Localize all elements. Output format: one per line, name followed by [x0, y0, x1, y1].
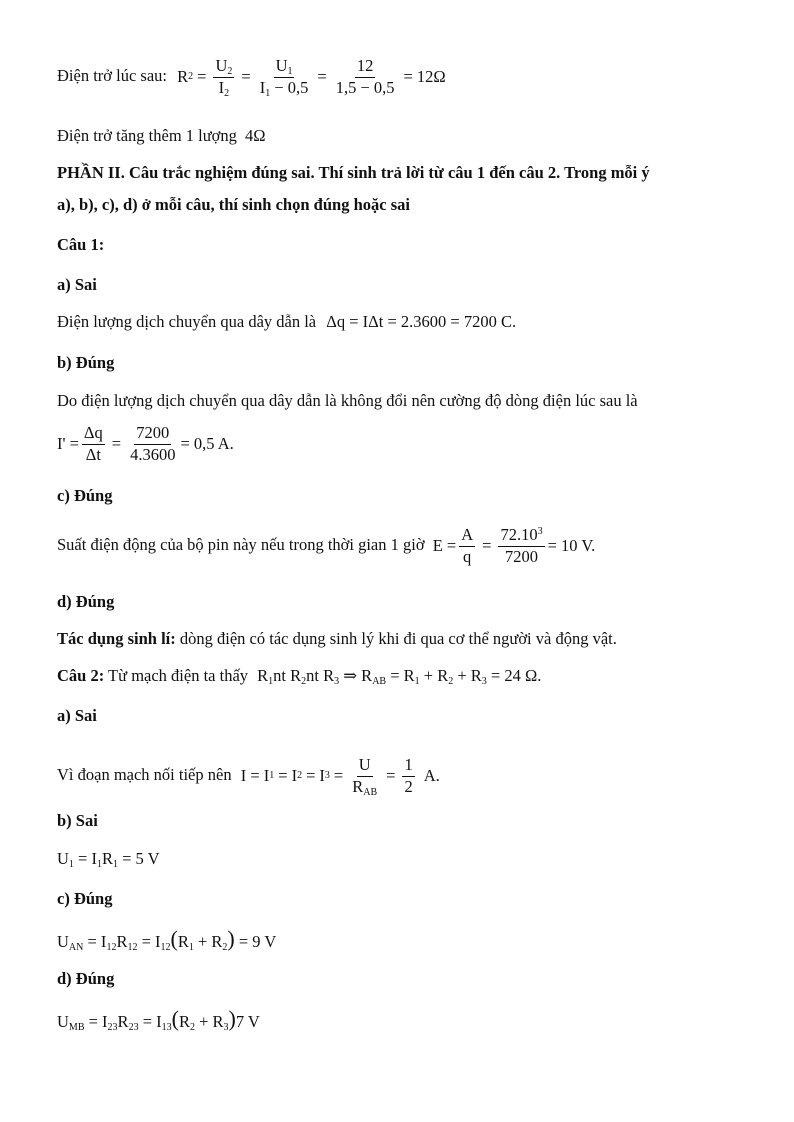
answer-2b-equation: $U_1 = I_1R_1 = 5$ V	[57, 849, 160, 870]
fraction: $\frac{7200}{4.3600}$	[130, 423, 176, 464]
question-2-line	[57, 668, 541, 685]
resistance-increase-value: 4Ω	[245, 126, 266, 145]
question-2-equation: $R_1nt$ $R_2nt$ $R_3$ ⇒ $R_{AB} = R_1 + R_2 + R_3 = 24$ Ω.	[257, 666, 542, 687]
resistance-increase-line	[57, 128, 266, 145]
answer-2d-label: d) Đúng	[57, 969, 115, 988]
answer-1a-equation: Δq = IΔt = 2.3600 = 7200 C.	[326, 312, 517, 331]
section-title-line-1: PHẦN II. Câu trắc nghiệm đúng sai. Thí sinh trả lời từ câu 1 đến câu 2. Trong mỗi ý	[57, 163, 650, 182]
resistance-increase-text: Điện trở tăng thêm 1 lượng	[57, 126, 237, 145]
physiological-effect-label: Tác dụng sinh lí:	[57, 629, 176, 648]
answer-1a-label: a) Sai	[57, 275, 97, 294]
answer-1a-text: Điện lượng dịch chuyển qua dây dẫn là	[57, 312, 317, 331]
question-2-text: Từ mạch điện ta thấy	[104, 666, 249, 685]
physiological-effect-text: dòng điện có tác dụng sinh lý khi đi qua cơ thể người và động vật.	[175, 629, 617, 648]
answer-2a-equation: I = I 1 = I 2 = I 3 = $\frac{U}{R_{AB}}$ = $\frac{1}{2}$ A.	[240, 755, 440, 798]
answer-2a-text: Vì đoạn mạch nối tiếp nên	[57, 764, 232, 784]
fraction: $\frac{U_1}{I_1 - 0,5}$	[259, 56, 309, 99]
answer-1b-explanation: Do điện lượng dịch chuyển qua dây dẫn là không đổi nên cường độ dòng điện lúc sau là	[57, 391, 638, 410]
answer-2d-equation: $U_{MB} = I_{23}R_{23} = I_{13}(R_2 + R_3)7$ V	[57, 1006, 260, 1033]
answer-2c-equation: $U_{AN} = I_{12}R_{12} = I_{12}(R_1 + R_2) = 9$ V	[57, 926, 277, 953]
answer-1d-label: d) Đúng	[57, 592, 115, 611]
answer-2a-label: a) Sai	[57, 706, 97, 725]
fraction: $\frac{1}{2}$	[404, 755, 413, 796]
answer-1b-equation: I' = $\frac{\Delta q}{\Delta t}$ = $\frac{7200}{4.3600}$ = 0,5 A.	[57, 423, 234, 464]
resistance-after-line	[57, 56, 446, 99]
fraction: $\frac{U}{R_{AB}}$	[352, 755, 378, 798]
fraction: $\frac{\Delta q}{\Delta t}$	[83, 423, 103, 464]
answer-1c-explanation	[57, 527, 595, 565]
answer-2a-explanation	[57, 755, 440, 798]
answer-1a-explanation	[57, 314, 516, 331]
fraction: $\frac{12}{1,5 - 0,5}$	[335, 56, 395, 97]
answer-2b-label: b) Sai	[57, 811, 98, 830]
answer-2c-label: c) Đúng	[57, 889, 113, 908]
fraction: $\frac{U_2}{I_2}$	[215, 56, 233, 99]
fraction: $\frac{A}{q}$	[461, 525, 474, 566]
answer-1b-label: b) Đúng	[57, 353, 115, 372]
resistance-after-equation: R 2 = $\frac{U_2}{I_2}$ = $\frac{U_1}{I_1 - 0,5}$ = $\frac{12}{1,5 - 0,5}$ = 12Ω	[177, 56, 446, 99]
answer-1c-equation: E = $\frac{A}{q}$ = $\frac{72.10^3}{7200}$ = 10 V.	[432, 525, 596, 566]
physiological-effect-line	[57, 631, 617, 648]
question-1-heading: Câu 1:	[57, 235, 105, 254]
resistance-after-label: Điện trở lúc sau:	[57, 65, 167, 85]
section-title-line-2: a), b), c), d) ở mỗi câu, thí sinh chọn đúng hoặc sai	[57, 195, 410, 214]
question-2-heading: Câu 2:	[57, 666, 105, 685]
answer-1c-text: Suất điện động của bộ pin này nếu trong thời gian 1 giờ	[57, 534, 425, 554]
answer-1c-label: c) Đúng	[57, 486, 113, 505]
fraction: $\frac{72.10^3}{7200}$	[500, 525, 543, 566]
